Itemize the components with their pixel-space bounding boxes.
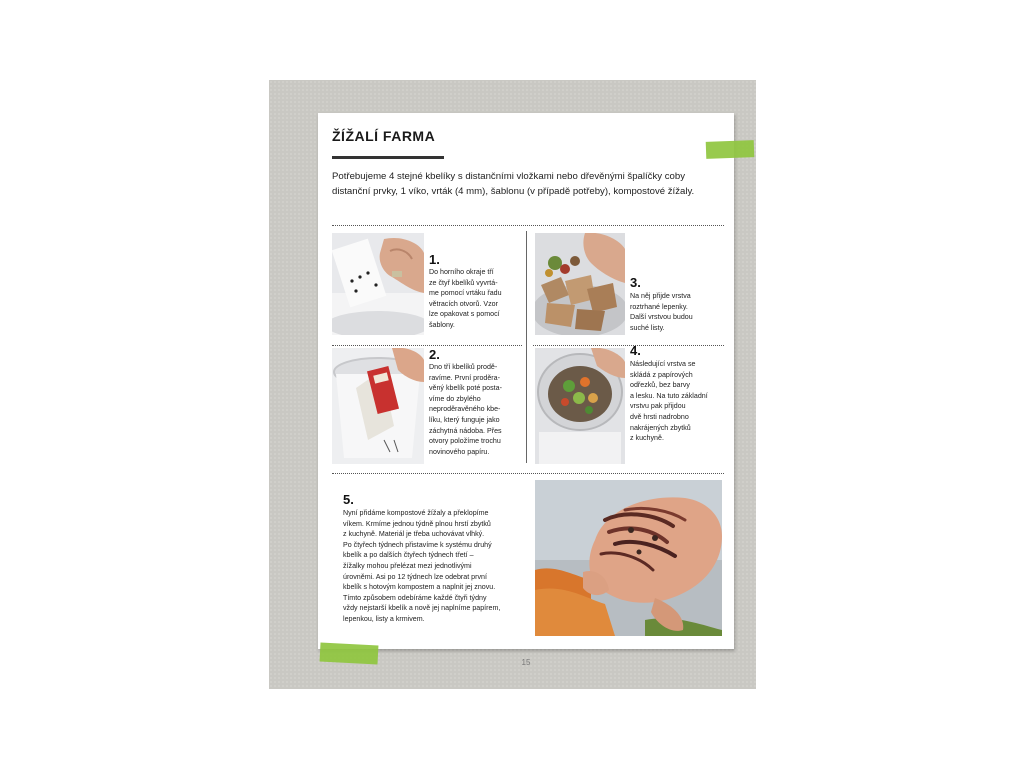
step-3-number: 3.	[630, 275, 641, 290]
step-1-text: Do horního okraje tří ze čtyř kbelíků vyvrtá- me pomocí vrtáku řadu větracích otvorů. Vzor lze opakovat s pomocí šablony.	[429, 268, 502, 329]
step-2-number: 2.	[429, 347, 440, 362]
step-3-text: Na něj přijde vrstva roztrhané lepenky. Další vrstvou budou suché listy.	[630, 292, 693, 332]
title-underline	[332, 156, 444, 159]
intro-paragraph: Potřebujeme 4 stejné kbelíky s distančními vložkami nebo dřevěnými špalíčky coby distanční prvky, 1 víko, vrták (4 mm), šablonu (v případě potřeby), kompostové žížaly.	[332, 171, 695, 197]
tape-strip-top	[706, 140, 755, 159]
step-1-photo	[332, 233, 424, 335]
divider-bottom	[332, 473, 724, 474]
tape-strip-bottom	[320, 642, 379, 664]
step-4-photo	[535, 348, 625, 464]
step-4-number: 4.	[630, 343, 641, 358]
step-4-text: Následující vrstva se skládá z papírových odřezků, bez barvy a lesku. Na tuto základní vrstvu pak přijdou dvě hrsti nadrobno nakrájených zbytků z kuchyně.	[630, 360, 708, 443]
page-number: 15	[521, 658, 531, 667]
step-1-number: 1.	[429, 252, 440, 267]
column-divider	[526, 231, 527, 463]
step-5-text: Nyní přidáme kompostové žížaly a překlopíme víkem. Krmíme jednou týdně plnou hrstí zbytků z kuchyně. Materiál je třeba uchovávat vlhký. Po čtyřech týdnech přistavíme k systému druhý kbelík a po dalších čtyřech týdnech třetí – žížalky mohou přelézat mezi jednotlivými úrovněmi. Asi po 12 týdnech lze odebrat první kbelík s hotovým kompostem a naplnit jej znovu. Tímto způsobem odebíráme každé čtyři týdny vždy nejstarší kbelík a nově jej naplníme papírem, lepenkou, listy a krmivem.	[343, 509, 501, 623]
step-5-number: 5.	[343, 492, 354, 507]
page-sheet	[318, 113, 734, 667]
divider-middle-right	[533, 345, 724, 346]
divider-top	[332, 225, 724, 226]
divider-middle-left	[332, 345, 522, 346]
page-title: ŽÍŽALÍ FARMA	[332, 128, 436, 144]
step-5-photo	[535, 480, 722, 636]
step-2-text: Dno tří kbelíků prodě- ravíme. První proděra- věný kbelík poté posta- víme do zbylého neproděravěného kbe- líku, který funguje jako záchytná nádoba. Přes otvory položíme trochu novinového papíru.	[429, 363, 502, 456]
step-2-photo	[332, 348, 424, 464]
step-3-photo	[535, 233, 625, 335]
